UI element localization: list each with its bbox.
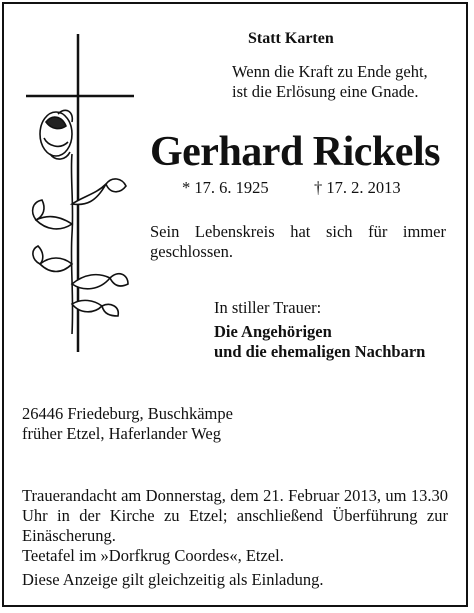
- deceased-name: Gerhard Rickels: [150, 129, 440, 175]
- teetafel-info: Teetafel im »Dorfkrug Coordes«, Etzel.: [22, 546, 284, 565]
- cross-with-rose-icon: [22, 34, 138, 354]
- statt-karten-label: Statt Karten: [248, 30, 334, 47]
- mourning-intro: In stiller Trauer:: [214, 298, 322, 317]
- mourners: [214, 322, 425, 362]
- invitation-note: Diese Anzeige gilt gleichzeitig als Einladung.: [22, 570, 324, 589]
- obituary-notice: [2, 2, 468, 607]
- address-line-2: früher Etzel, Haferlander Weg: [22, 424, 222, 443]
- mourners-line-2: und die ehemaligen Nachbarn: [214, 342, 426, 361]
- life-text: Sein Lebenskreis hat sich für immer geschlossen.: [150, 222, 446, 261]
- mourners-line-1: Die Angehörigen: [214, 322, 332, 341]
- quote-line-1: Wenn die Kraft zu Ende geht,: [232, 62, 428, 81]
- address: [22, 404, 233, 444]
- address-line-1: 26446 Friedeburg, Buschkämpe: [22, 404, 233, 423]
- quote-line-2: ist die Erlösung eine Gnade.: [232, 82, 419, 101]
- death-date: † 17. 2. 2013: [314, 178, 401, 197]
- birth-date: * 17. 6. 1925: [182, 178, 269, 197]
- memorial-quote: [232, 62, 462, 102]
- rose-icon: [33, 110, 128, 334]
- service-info: Trauerandacht am Donnerstag, dem 21. Februar 2013, um 13.30 Uhr in der Kirche zu Etzel; anschließend Überführung zur Einäscherung.: [22, 486, 448, 545]
